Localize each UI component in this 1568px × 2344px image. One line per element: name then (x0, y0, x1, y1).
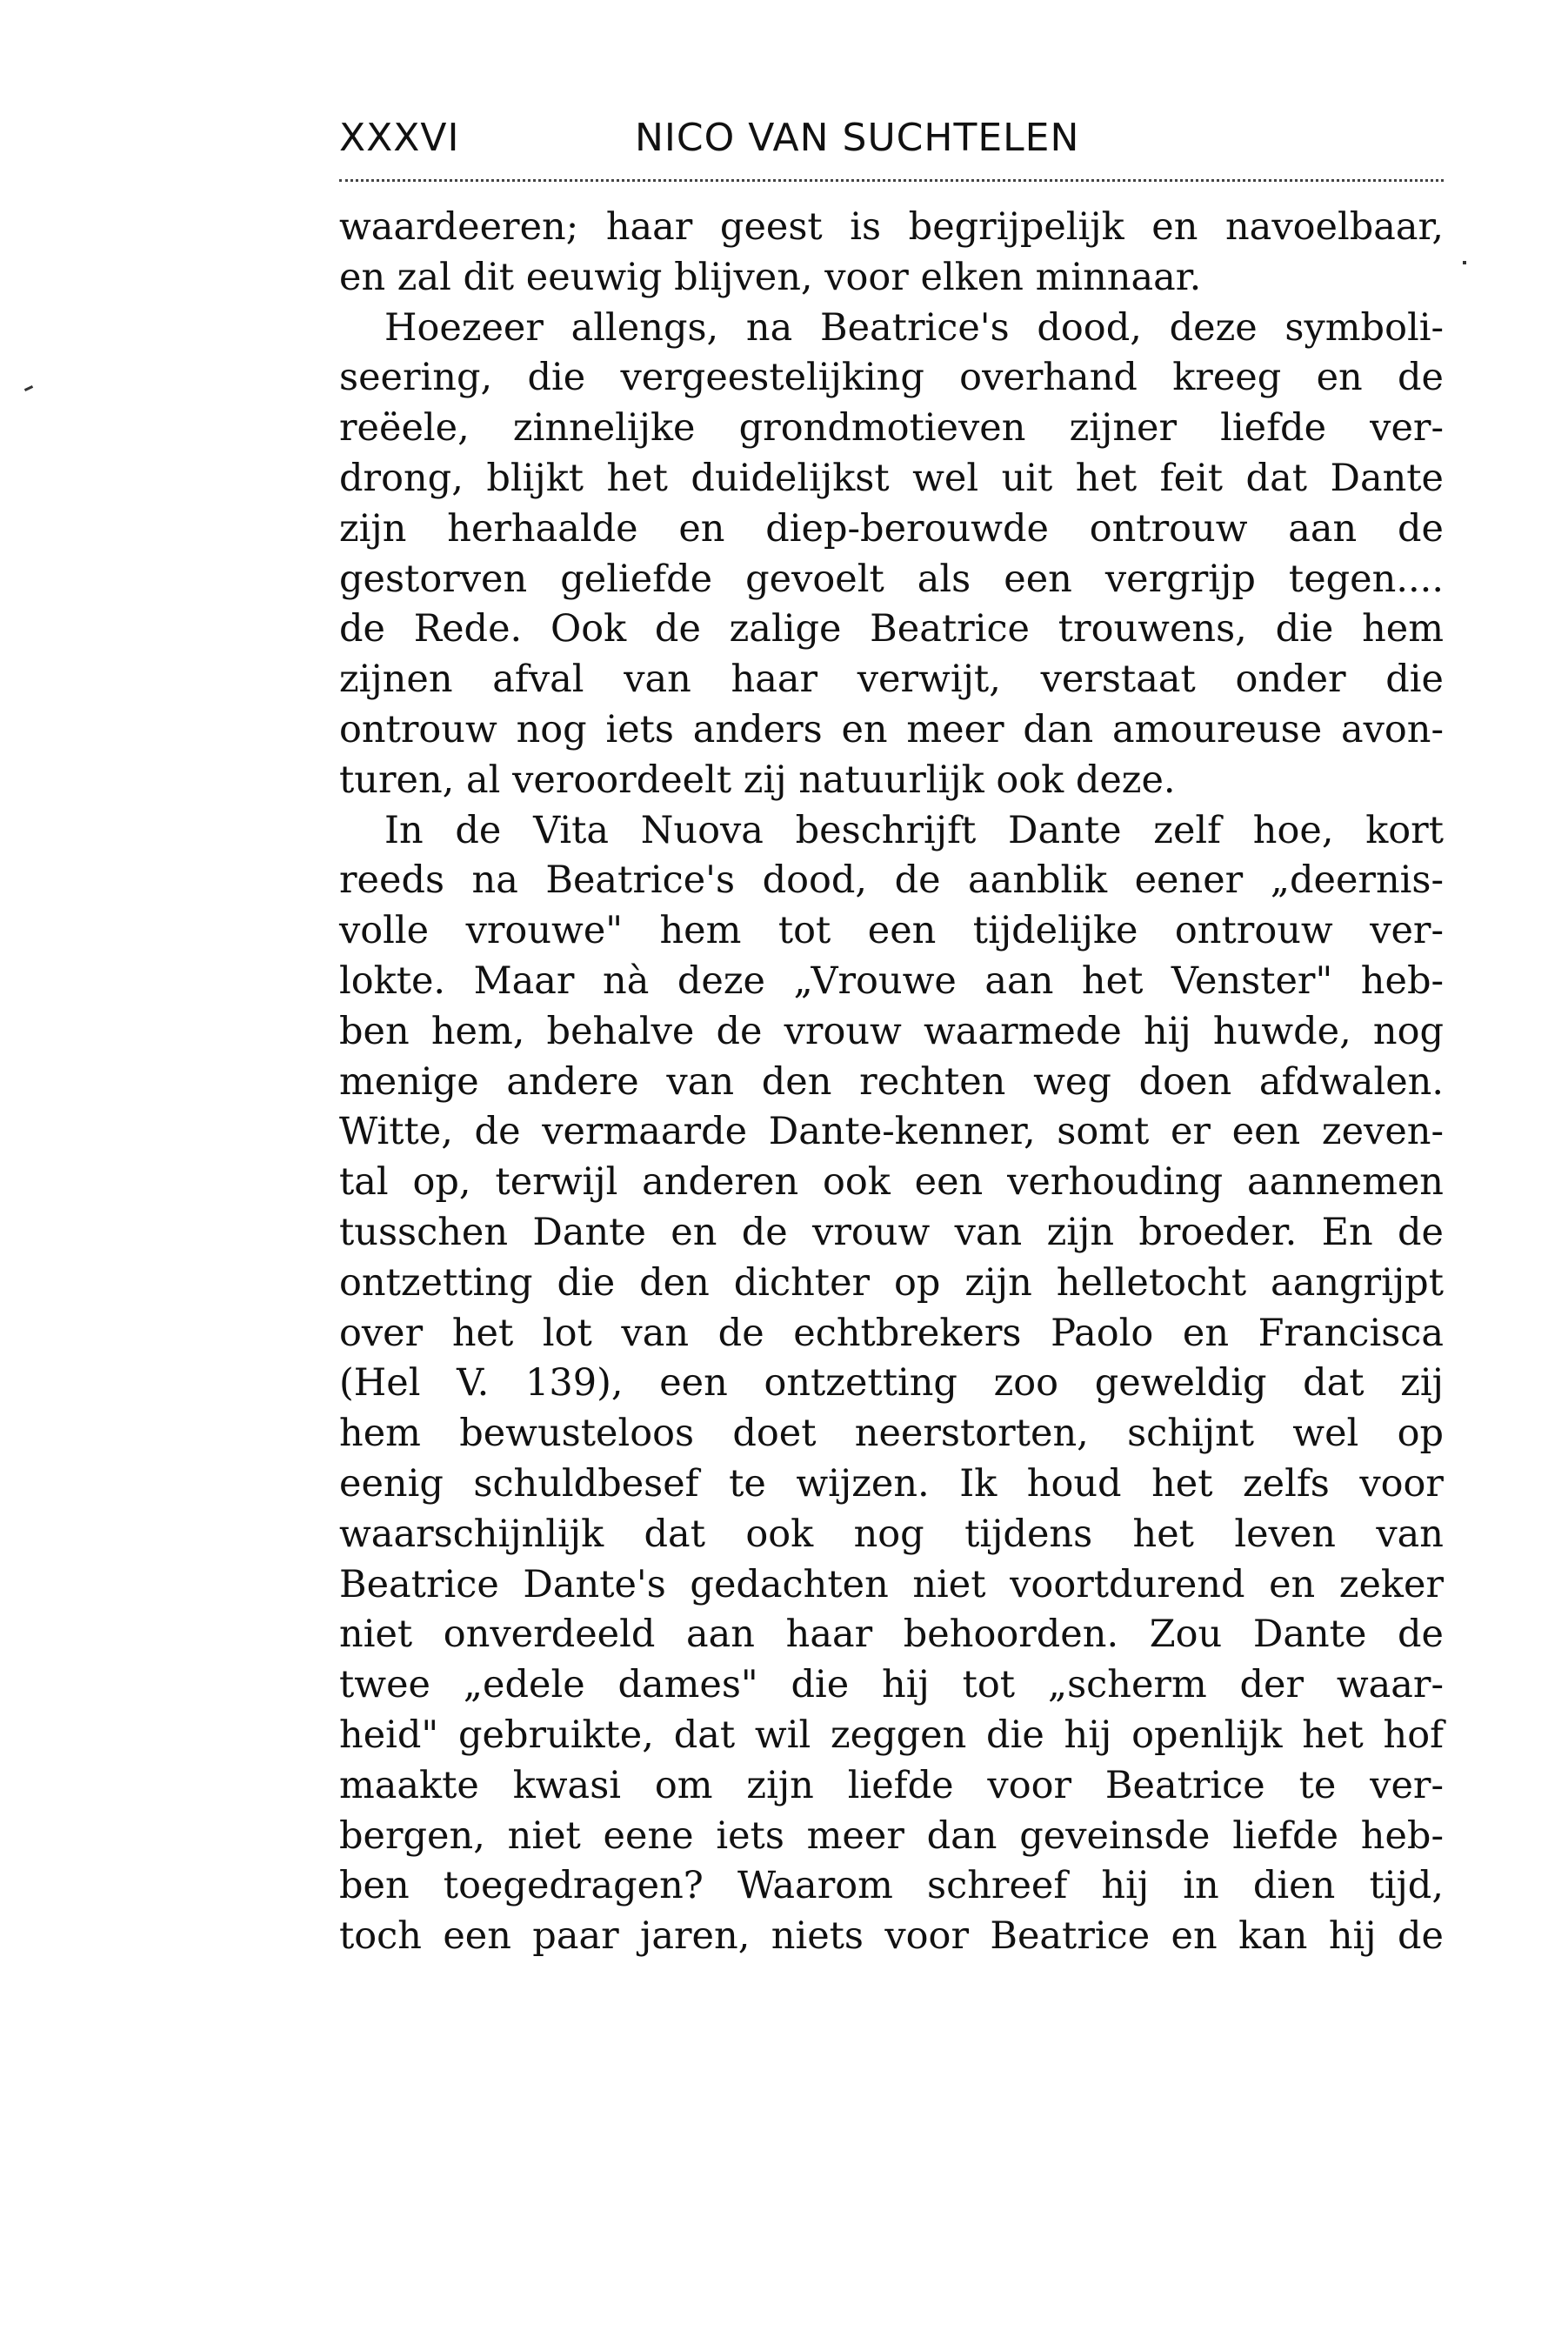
text-line: tusschen Dante en de vrouw van zijn broeder. En de (339, 1210, 1444, 1254)
text-line: zijn herhaalde en diep-berouwde ontrouw aan de (339, 506, 1444, 551)
text-line: zijnen afval van haar verwijt, verstaat onder die (339, 658, 1444, 702)
text-line: Witte, de vermaarde Dante-kenner, somt er een zeven- (339, 1110, 1444, 1154)
text-line: tal op, terwijl anderen ook een verhouding aannemen (339, 1160, 1444, 1205)
text-line: turen, al veroordeelt zij natuurlijk ook deze. (339, 758, 1176, 802)
text-line: volle vrouwe" hem tot een tijdelijke ontrouw ver- (339, 909, 1444, 953)
text-line: ben toegedragen? Waarom schreef hij in dien tijd, (339, 1864, 1444, 1908)
text-line: lokte. Maar nà deze „Vrouwe aan het Venster" heb- (339, 958, 1444, 1003)
text-line: maakte kwasi om zijn liefde voor Beatrice te ver- (339, 1763, 1444, 1807)
text-line: waarschijnlijk dat ook nog tijdens het leven van (339, 1512, 1444, 1556)
margin-speck (24, 385, 33, 391)
text-line: reeds na Beatrice's dood, de aanblik eener „deernis- (339, 858, 1444, 903)
text-line: seering, die vergeestelijking overhand kreeg en de (339, 356, 1444, 400)
margin-speck (1463, 261, 1466, 264)
running-head: NICO VAN SUCHTELEN (635, 116, 1080, 160)
header-rule (339, 179, 1444, 182)
text-line: eenig schuldbesef te wijzen. Ik houd het zelfs voor (339, 1461, 1444, 1506)
text-line: ontzetting die den dichter op zijn helletocht aangrijpt (339, 1260, 1444, 1305)
body-text (339, 203, 1444, 1962)
text-line: de Rede. Ook de zalige Beatrice trouwens, die hem (339, 607, 1444, 651)
text-line: bergen, niet eene iets meer dan geveinsde liefde heb- (339, 1813, 1444, 1858)
text-line: gestorven geliefde gevoelt als een vergrijp tegen.... (339, 557, 1444, 601)
text-line: niet onverdeeld aan haar behoorden. Zou Dante de (339, 1613, 1444, 1657)
page-header (339, 106, 1444, 170)
text-line: Beatrice Dante's gedachten niet voortdurend en zeker (339, 1562, 1444, 1606)
text-line: twee „edele dames" die hij tot „scherm der waar- (339, 1663, 1444, 1707)
text-line: heid" gebruikte, dat wil zeggen die hij openlijk het hof (339, 1713, 1444, 1757)
text-line: menige andere van den rechten weg doen afdwalen. (339, 1059, 1444, 1104)
text-line: toch een paar jaren, niets voor Beatrice en kan hij de (339, 1914, 1444, 1959)
text-line: ontrouw nog iets anders en meer dan amoureuse avon- (339, 707, 1444, 751)
text-line: ben hem, behalve de vrouw waarmede hij huwde, nog (339, 1009, 1444, 1053)
book-page (339, 106, 1444, 1962)
text-line: drong, blijkt het duidelijkst wel uit het feit dat Dante (339, 456, 1444, 500)
text-line: reëele, zinnelijke grondmotieven zijner liefde ver- (339, 406, 1444, 451)
page-number: XXXVI (339, 116, 460, 160)
text-line: (Hel V. 139), een ontzetting zoo geweldig dat zij (339, 1361, 1444, 1406)
text-line: waardeeren; haar geest is begrijpelijk en navoelbaar, (339, 205, 1444, 249)
text-line: Hoezeer allengs, na Beatrice's dood, deze symboli- (384, 305, 1444, 350)
text-line: hem bewusteloos doet neerstorten, schijnt wel op (339, 1412, 1444, 1456)
text-line: In de Vita Nuova beschrijft Dante zelf hoe, kort (384, 808, 1444, 852)
text-line: over het lot van de echtbrekers Paolo en Francisca (339, 1311, 1444, 1355)
text-line: en zal dit eeuwig blijven, voor elken minnaar. (339, 255, 1202, 299)
